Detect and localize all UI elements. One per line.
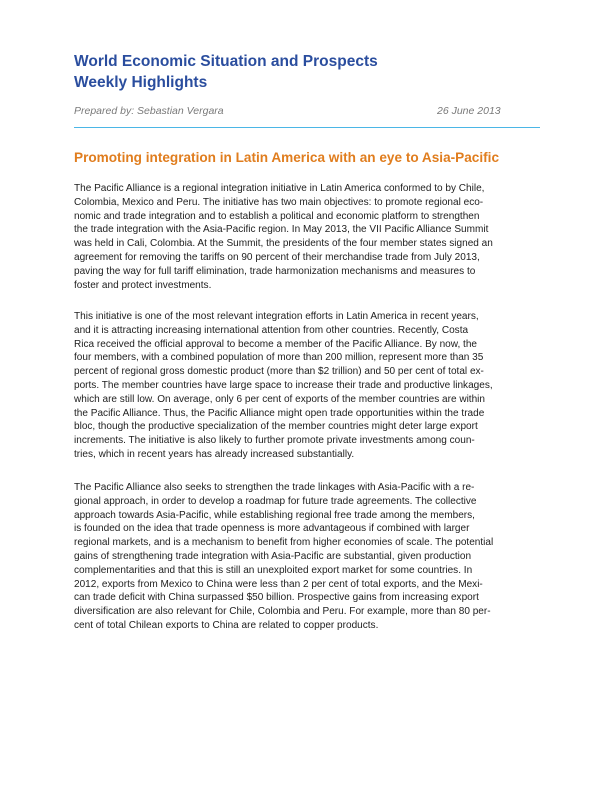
paragraph-line: increments. The initiative is also likely to further promote private investments among coun-: [74, 435, 475, 447]
paragraph-line: Colombia, Mexico and Peru. The initiative has two main objectives: to promote regional eco-: [74, 196, 484, 208]
paragraph-line: which are still low. On average, only 6 per cent of exports of the member countries are within: [74, 393, 486, 405]
paragraph-line: the trade integration with the Asia-Pacific region. In May 2013, the VII Pacific Alliance Summit: [74, 224, 489, 236]
date-line: 26 June 2013: [437, 105, 501, 117]
paragraph-line: paving the way for full tariff elimination, trade harmonization mechanisms and measures to: [74, 265, 476, 277]
title-line-2: Weekly Highlights: [74, 74, 208, 91]
paragraph-3: [74, 481, 549, 633]
paragraph-line: is founded on the idea that trade openness is more advantageous if combined with larger: [74, 523, 470, 535]
paragraph-line: 2012, exports from Mexico to China were less than 2 per cent of total exports, and the Mexi-: [74, 578, 483, 590]
paragraph-line: can trade deficit with China surpassed $50 billion. Prospective gains from increasing export: [74, 592, 479, 604]
paragraph-line: percent of regional gross domestic product (more than $2 trillion) and 50 per cent of total ex-: [74, 366, 484, 378]
paragraph-line: agreement for removing the tariffs on 90 percent of their merchandise trade from July 2013,: [74, 251, 480, 263]
paragraph-line: approach towards Asia-Pacific, while establishing regional free trade among the members,: [74, 509, 475, 521]
paragraph-line: tries, which in recent years has already increased substantially.: [74, 448, 355, 460]
paragraph-line: and it is attracting increasing international attention from other countries. Recently, Costa: [74, 324, 469, 336]
header-divider: [74, 127, 540, 128]
paragraph-line: was held in Cali, Colombia. At the Summit, the presidents of the four member states signed an: [74, 238, 493, 250]
paragraph-line: gains of strengthening trade integration with Asia-Pacific are substantial, given production: [74, 550, 472, 562]
paragraph-2: [74, 310, 549, 462]
paragraph-line: The Pacific Alliance also seeks to strengthen the trade linkages with Asia-Pacific with a re-: [74, 482, 475, 493]
paragraph-line: diversification are also relevant for Chile, Colombia and Peru. For example, more than 80 per-: [74, 606, 491, 618]
paragraph-line: the Pacific Alliance. Thus, the Pacific Alliance might open trade opportunities within the trade: [74, 407, 485, 419]
paragraph-line: The Pacific Alliance is a regional integration initiative in Latin America conformed to by Chile,: [74, 183, 485, 194]
title-line-1: World Economic Situation and Prospects: [74, 53, 378, 70]
author-line: Prepared by: Sebastian Vergara: [74, 105, 224, 117]
section-title: Promoting integration in Latin America with an eye to Asia-Pacific: [74, 150, 500, 165]
paragraph-line: bloc, though the productive specialization of the member countries might deter large export: [74, 421, 478, 433]
paragraph-line: nomic and trade integration and to establish a political and economic platform to strengthen: [74, 210, 480, 222]
paragraph-line: gional approach, in order to develop a roadmap for future trade agreements. The collective: [74, 495, 477, 507]
paragraph-line: foster and protect investments.: [74, 279, 212, 291]
document-title: [74, 51, 544, 93]
paragraph-line: Rica received the official approval to become a member of the Pacific Alliance. By now, the: [74, 338, 478, 350]
paragraph-line: cent of total Chilean exports to China are related to copper products.: [74, 619, 379, 631]
paragraph-line: This initiative is one of the most relevant integration efforts in Latin America in recent years,: [74, 311, 479, 322]
paragraph-line: ports. The member countries have large space to increase their trade and productive linkages,: [74, 379, 493, 391]
paragraph-line: regional markets, and is a mechanism to benefit from higher economies of scale. The potential: [74, 537, 494, 549]
paragraph-1: [74, 182, 549, 292]
paragraph-line: four members, with a combined population of more than 200 million, represent more than 35: [74, 352, 484, 364]
paragraph-line: complementarities and that this is still an unexploited export market for some countries. In: [74, 564, 473, 576]
